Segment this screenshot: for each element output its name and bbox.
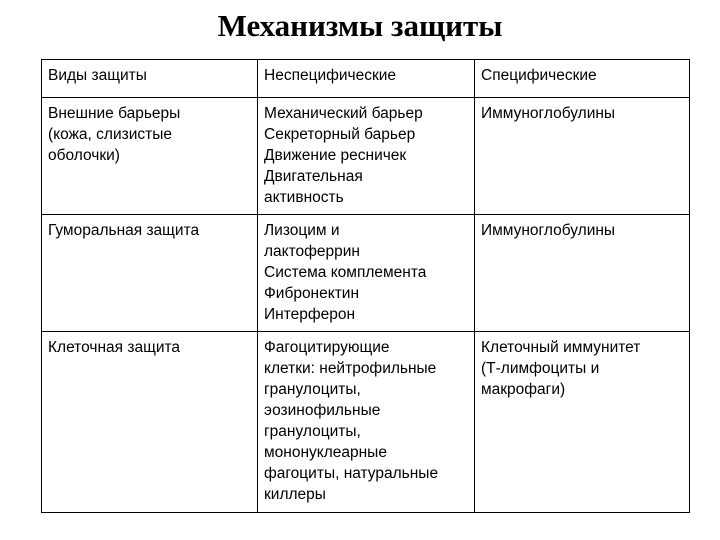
cell-specific <box>475 98 690 215</box>
cell-line: Система комплемента <box>264 264 427 281</box>
cell-line: Лизоцим и <box>264 222 340 239</box>
cell-line: Интерферон <box>264 306 356 323</box>
cell-line: гранулоциты, <box>264 381 361 398</box>
cell-line: оболочки) <box>48 147 120 164</box>
cell-line: киллеры <box>264 486 326 503</box>
cell-line: Внешние барьеры <box>48 105 181 122</box>
cell-nonspecific <box>258 98 475 215</box>
cell-line: активность <box>264 189 344 206</box>
cell-type <box>42 215 258 332</box>
cell-line: Двигательная <box>264 168 363 185</box>
cell-line: Фагоцитирующие <box>264 339 390 356</box>
page-title: Механизмы защиты <box>217 8 503 43</box>
cell-line: Клеточный иммунитет <box>481 339 641 356</box>
defense-mechanisms-table <box>41 59 690 513</box>
cell-line: Секреторный барьер <box>264 126 416 143</box>
cell-type <box>42 98 258 215</box>
cell-line: лактоферрин <box>264 243 360 260</box>
cell-line: макрофаги) <box>481 381 566 398</box>
cell-nonspecific <box>258 332 475 513</box>
cell-line: эозинофильные <box>264 402 381 419</box>
cell-line: гранулоциты, <box>264 423 361 440</box>
table-row <box>42 215 690 332</box>
cell-line: мононуклеарные <box>264 444 387 461</box>
cell-specific <box>475 332 690 513</box>
cell-type <box>42 332 258 513</box>
cell-line: (Т-лимфоциты и <box>481 360 600 377</box>
cell-line: Движение ресничек <box>264 147 407 164</box>
cell-line: Механический барьер <box>264 105 423 122</box>
header-cell-specific: Специфические <box>475 60 690 98</box>
table-row <box>42 332 690 513</box>
cell-line: фагоциты, натуральные <box>264 465 439 482</box>
table-row <box>42 98 690 215</box>
header-cell-nonspecific: Неспецифические <box>258 60 475 98</box>
cell-nonspecific <box>258 215 475 332</box>
cell-line: Иммуноглобулины <box>481 222 616 239</box>
header-cell-type: Виды защиты <box>42 60 258 98</box>
cell-line: Клеточная защита <box>48 339 181 356</box>
cell-line: Фибронектин <box>264 285 360 302</box>
cell-line: (кожа, слизистые <box>48 126 172 143</box>
cell-specific <box>475 215 690 332</box>
cell-line: Гуморальная защита <box>48 222 200 239</box>
cell-line: Иммуноглобулины <box>481 105 616 122</box>
cell-line: клетки: нейтрофильные <box>264 360 437 377</box>
table-header-row <box>42 60 690 98</box>
